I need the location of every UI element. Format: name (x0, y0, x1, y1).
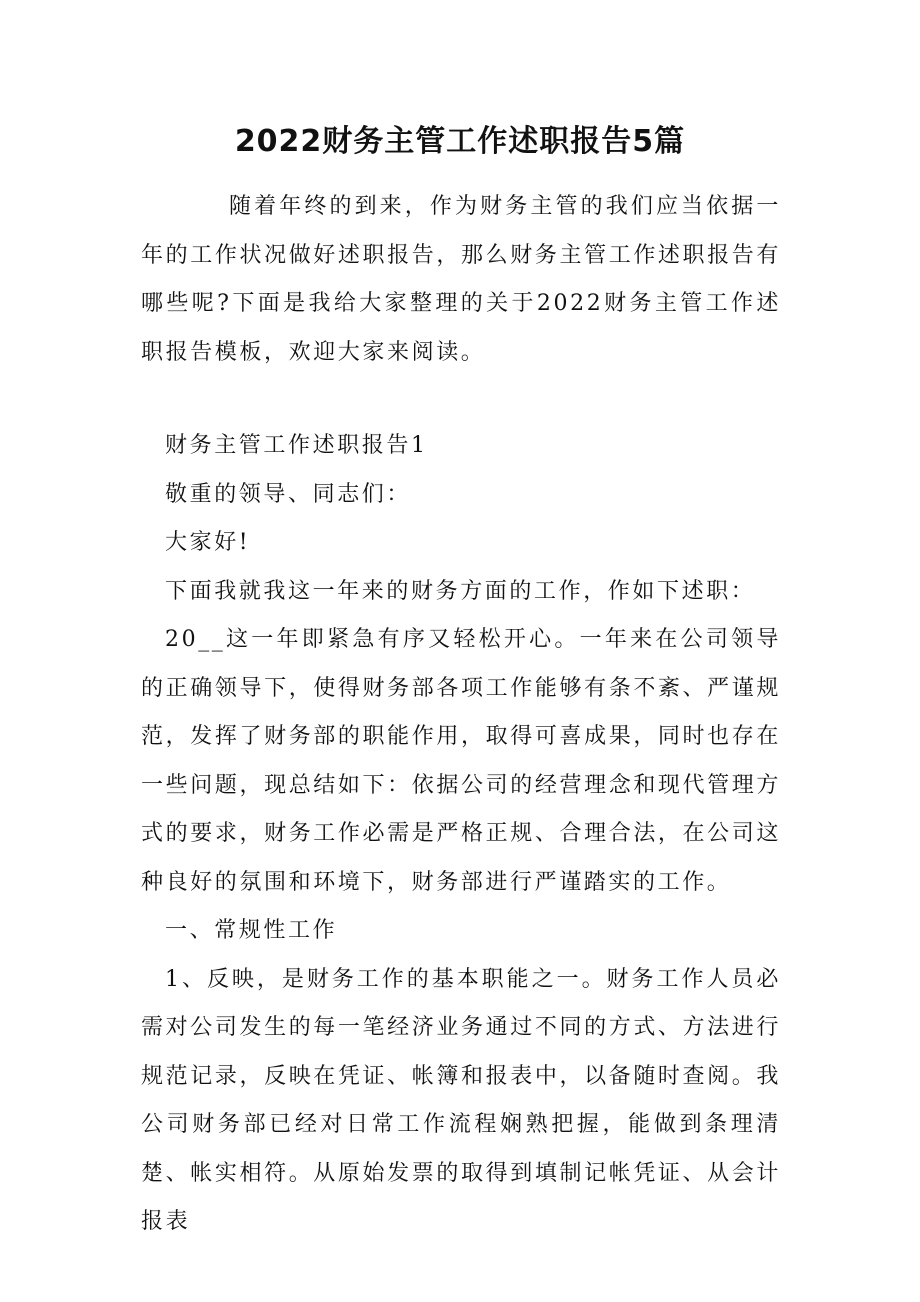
section-heading: 财务主管工作述职报告1 (165, 433, 428, 458)
intro-paragraph: 随着年终的到来，作为财务主管的我们应当依据一年的工作状况做好述职报告，那么财务主管工作述职报告有哪些呢?下面是我给大家整理的关于2022财务主管工作述职报告模板，欢迎大家来阅读。 (141, 194, 781, 365)
greeting: 大家好! (165, 530, 251, 555)
body-paragraph: 20__这一年即紧急有序又轻松开心。一年来在公司领导的正确领导下，使得财务部各项工作能够有条不紊、严谨规范，发挥了财务部的职能作用，取得可喜成果，同时也存在一些问题，现总结如下：依据公司的经营理念和现代管理方式的要求，财务工作必需是严格正规、合理合法，在公司这种良好的氛围和环境下，财务部进行严谨踏实的工作。 (141, 627, 781, 895)
report-body (141, 422, 781, 1247)
document-title: 2022财务主管工作述职报告5篇 (234, 124, 686, 159)
body-paragraph: 1、反映，是财务工作的基本职能之一。财务工作人员必需对公司发生的每一笔经济业务通过不同的方式、方法进行规范记录，反映在凭证、帐簿和报表中，以备随时查阅。我公司财务部已经对日常工作流程娴熟把握，能做到条理清楚、帐实相符。从原始发票的取得到填制记帐凭证、从会计报表 (141, 966, 781, 1234)
opening-line: 下面我就我这一年来的财务方面的工作，作如下述职： (165, 578, 756, 604)
salutation: 敬重的领导、同志们： (165, 481, 412, 507)
subheading: 一、常规性工作 (165, 918, 338, 943)
